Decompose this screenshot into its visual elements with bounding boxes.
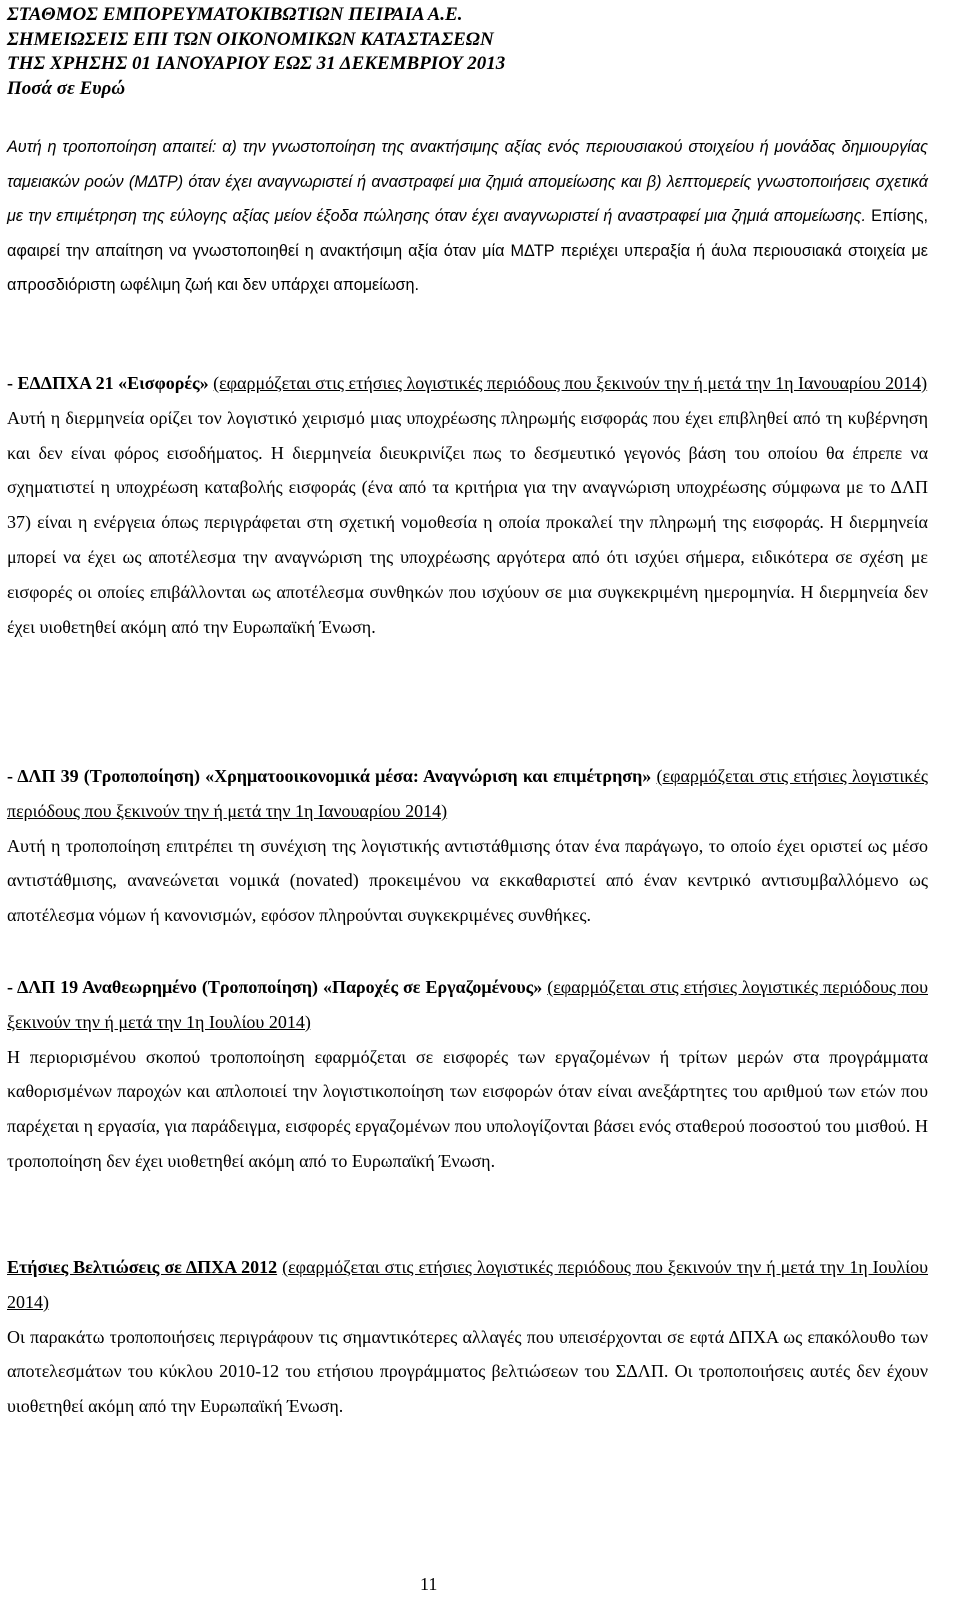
section-title: ΕΔΔΠΧΑ 21 «Εισφορές»	[17, 373, 209, 393]
section-heading	[7, 1250, 928, 1320]
section-applicability: (εφαρμόζεται στις ετήσιες λογιστικές περιόδους που ξεκινούν την ή μετά την 1η Ιανουαρίου 2014)	[213, 373, 928, 393]
company-name: ΣΤΑΘΜΟΣ ΕΜΠΟΡΕΥΜΑΤΟΚΙΒΩΤΙΩΝ ΠΕΙΡΑΙΑ Α.Ε.	[7, 4, 463, 25]
section-body: Η περιορισμένου σκοπού τροποποίηση εφαρμόζεται σε εισφορές των εργαζομένων ή τρίτων μερών στα προγράμματα καθορισμένων παροχών και απλοποιεί την λογιστικοποίηση των εισφορών όταν είναι ανεξάρτητες του αριθμού των ετών που παρέχεται η εργασία, για παράδειγμα, εισφορές εργαζομένων που υπολογίζονται βάσει ενός σταθερού ποσοστού του μισθού. Η τροποποίηση δεν έχει υιοθετηθεί ακόμη από το Ευρωπαϊκή Ένωση.	[7, 1046, 928, 1171]
section-applicability: (εφαρμόζεται στις ετήσιες λογιστικές περιόδους που ξεκινούν την ή μετά την 1η Ιουλίου 2014)	[7, 977, 928, 1032]
section-body: Αυτή η τροποποίηση επιτρέπει τη συνέχιση της λογιστικής αντιστάθμισης όταν ένα παράγωγο, το οποίο έχει οριστεί ως μέσο αντιστάθμισης, ανανεώνεται νομικά (novated) προκειμένου να εκκαθαριστεί από έναν κεντρικό αντισυμβαλλόμενο ως αποτέλεσμα νόμων ή κανονισμών, εφόσον πληρούνται συγκεκριμένες συνθήκες.	[7, 835, 928, 926]
section-title: ΔΛΠ 39 (Τροποποίηση) «Χρηματοοικονομικά μέσα: Αναγνώριση και επιμέτρηση»	[17, 766, 652, 786]
intro-italic-text: Αυτή η τροποποίηση απαιτεί: α) την γνωστοποίηση της ανακτήσιμης αξίας ενός περιουσιακού στοιχείου ή μονάδας δημιουργίας ταμειακών ροών (ΜΔΤΡ) όταν έχει αναγνωριστεί ή αναστραφεί μια ζημιά απομείωσης και β) λεπτομερείς γνωστοποιήσεις σχετικά με την επιμέτρηση της εύλογης αξίας μείον έξοδα πώλησης όταν έχει αναγνωριστεί ή αναστραφεί μια ζημιά απομείωσης.	[7, 138, 928, 225]
fiscal-period: ΤΗΣ ΧΡΗΣΗΣ 01 ΙΑΝΟΥΑΡΙΟΥ ΕΩΣ 31 ΔΕΚΕΜΒΡΙΟΥ 2013	[7, 53, 506, 74]
currency-note: Ποσά σε Ευρώ	[7, 77, 126, 99]
section-heading	[7, 970, 928, 1040]
page-number: 11	[420, 1574, 438, 1594]
section-title: Ετήσιες Βελτιώσεις σε ΔΠΧΑ 2012	[7, 1257, 278, 1277]
section-edpxa-21	[7, 366, 928, 644]
section-dlp-39	[7, 759, 928, 933]
section-annual-improvements	[7, 1250, 928, 1424]
section-prefix: -	[7, 766, 18, 786]
intro-normal-text: Επίσης, αφαιρεί την απαίτηση να γνωστοποιηθεί η ανακτήσιμη αξία όταν μία ΜΔΤΡ περιέχει υπεραξία ή άυλα περιουσιακά στοιχεία με απροσδιόριστη ωφέλιμη ζωή και δεν υπάρχει απομείωση.	[7, 207, 928, 294]
section-applicability: (εφαρμόζεται στις ετήσιες λογιστικές περιόδους που ξεκινούν την ή μετά την 1η Ιουλίου 2014)	[7, 1257, 929, 1312]
section-dlp-19	[7, 970, 928, 1179]
intro-paragraph	[7, 130, 928, 303]
notes-title: ΣΗΜΕΙΩΣΕΙΣ ΕΠΙ ΤΩΝ ΟΙΚΟΝΟΜΙΚΩΝ ΚΑΤΑΣΤΑΣΕΩΝ	[7, 28, 494, 50]
section-title: ΔΛΠ 19 Αναθεωρημένο (Τροποποίηση) «Παροχές σε Εργαζομένους»	[16, 977, 543, 997]
document-header	[7, 3, 505, 101]
section-heading	[7, 366, 928, 401]
section-body: Αυτή η διερμηνεία ορίζει τον λογιστικό χειρισμό μιας υποχρέωσης πληρωμής εισφοράς που έχει επιβληθεί από τη κυβέρνηση και δεν είναι φόρος εισοδήματος. Η διερμηνεία διευκρινίζει πως το δεσμευτικό γεγονός βάση του οποίου θα έπρεπε να σχηματιστεί η υποχρέωση καταβολής εισφοράς (ένα από τα κριτήρια για την αναγνώριση υποχρέωσης σύμφωνα με το ΔΛΠ 37) είναι η ενέργεια όπως περιγράφεται στη σχετική νομοθεσία η οποία προκαλεί την πληρωμή της εισφοράς. Η διερμηνεία μπορεί να έχει ως αποτέλεσμα την αναγνώριση της υποχρέωσης αργότερα από ότι ισχύει σήμερα, ειδικότερα σε σχέση με εισφορές οι οποίες επιβάλλονται ως αποτέλεσμα συνθηκών που ισχύουν σε μια συγκεκριμένη ημερομηνία. Η διερμηνεία δεν έχει υιοθετηθεί ακόμη από την Ευρωπαϊκή Ένωση.	[7, 407, 928, 637]
section-applicability: (εφαρμόζεται στις ετήσιες λογιστικές περιόδους που ξεκινούν την ή μετά την 1η Ιανουαρίου 2014)	[7, 766, 929, 821]
section-heading	[7, 759, 928, 829]
section-prefix: -	[7, 373, 18, 393]
section-body: Οι παρακάτω τροποποιήσεις περιγράφουν τις σημαντικότερες αλλαγές που υπεισέρχονται σε εφτά ΔΠΧΑ ως επακόλουθο των αποτελεσμάτων του κύκλου 2010-12 του ετήσιου προγράμματος βελτιώσεων του ΣΔΛΠ. Οι τροποποιήσεις αυτές δεν έχουν υιοθετηθεί ακόμη από την Ευρωπαϊκή Ένωση.	[7, 1326, 928, 1417]
section-prefix: -	[7, 977, 17, 997]
